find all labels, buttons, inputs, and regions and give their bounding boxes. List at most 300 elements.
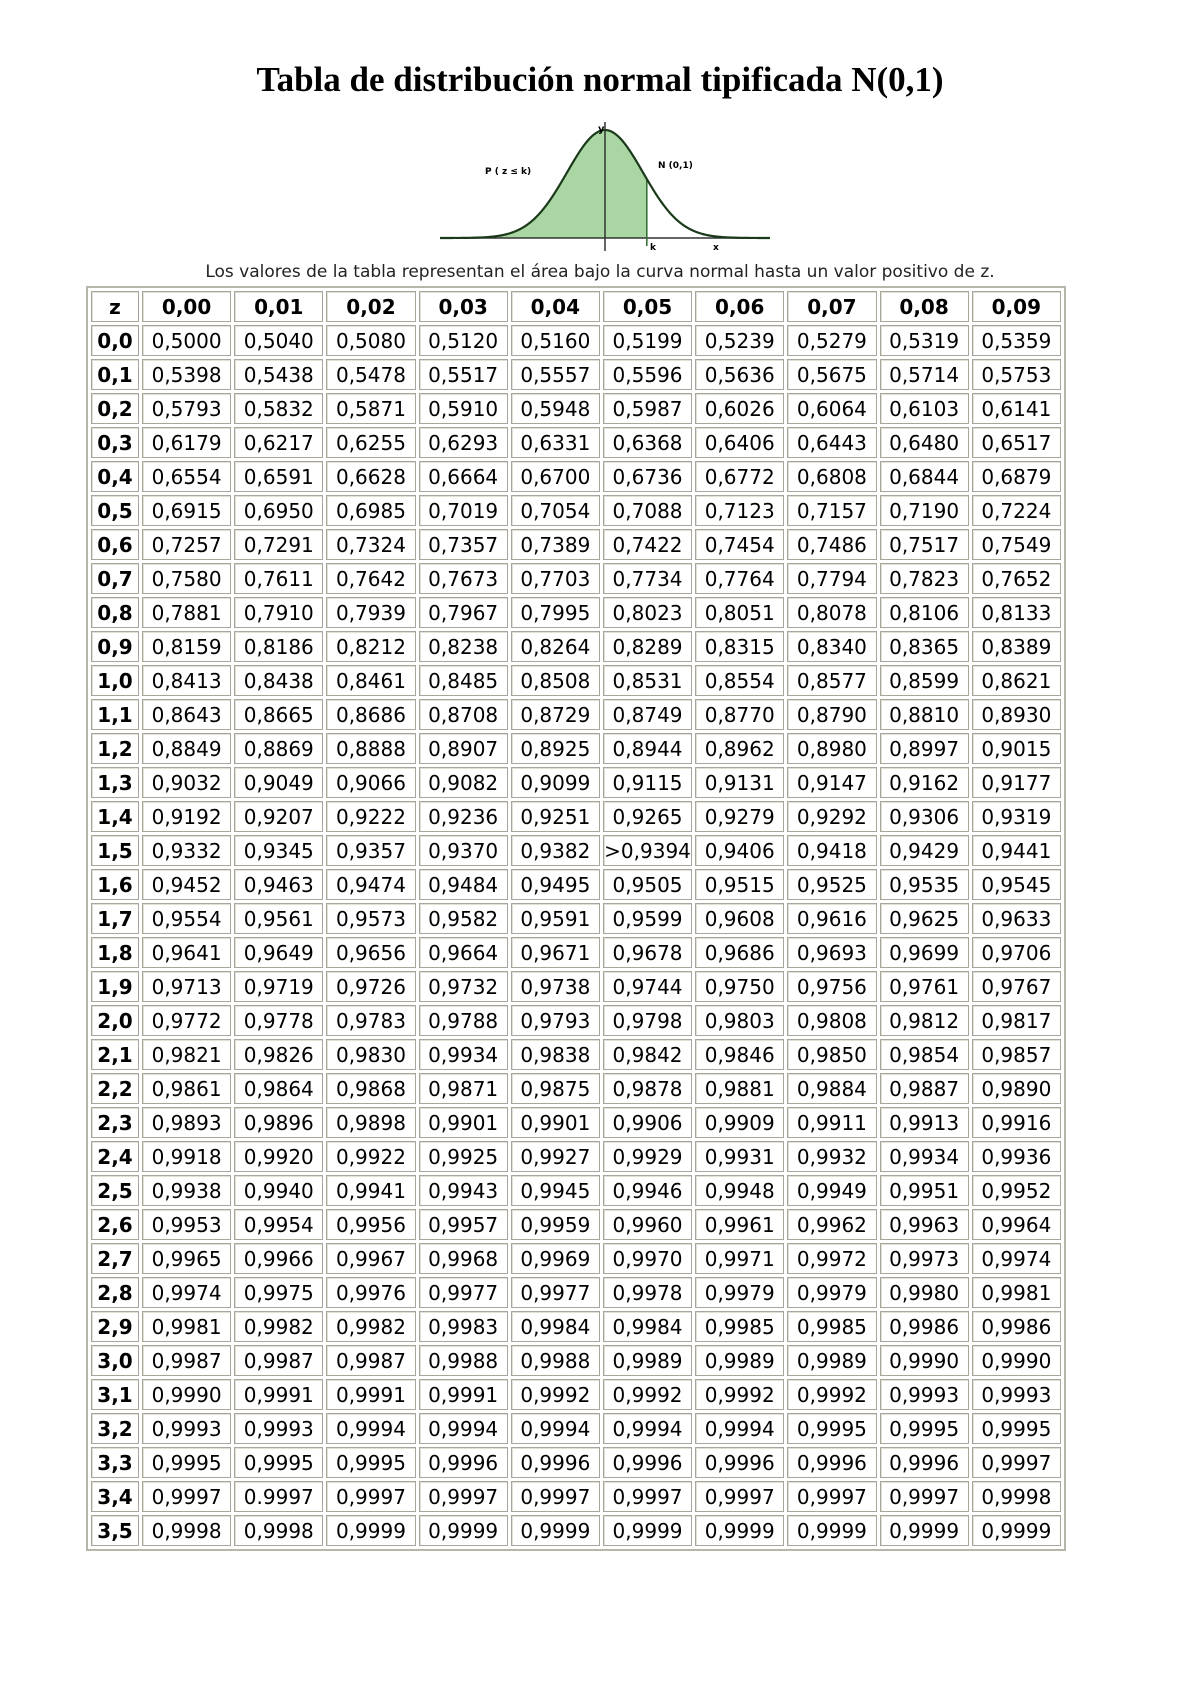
probability-cell: 0,9279 xyxy=(695,801,784,832)
probability-cell: 0,8749 xyxy=(603,699,692,730)
probability-cell: 0,9996 xyxy=(419,1447,508,1478)
probability-cell: 0,9441 xyxy=(972,835,1061,866)
probability-cell: 0,9922 xyxy=(326,1141,415,1172)
probability-cell: 0,9970 xyxy=(603,1243,692,1274)
normal-curve-diagram xyxy=(440,116,770,266)
probability-cell: 0,9738 xyxy=(511,971,600,1002)
probability-cell: 0,7967 xyxy=(419,597,508,628)
probability-cell: 0,9994 xyxy=(511,1413,600,1444)
probability-cell: 0,9641 xyxy=(142,937,231,968)
table-row xyxy=(91,1413,1061,1444)
probability-cell: 0,9535 xyxy=(880,869,969,900)
probability-cell: 0,9962 xyxy=(787,1209,876,1240)
probability-cell: 0,9826 xyxy=(234,1039,323,1070)
probability-cell: 0,9890 xyxy=(972,1073,1061,1104)
probability-cell: 0,5987 xyxy=(603,393,692,424)
probability-cell: 0,6664 xyxy=(419,461,508,492)
table-row xyxy=(91,1379,1061,1410)
probability-cell: 0,9515 xyxy=(695,869,784,900)
probability-cell: 0,9918 xyxy=(142,1141,231,1172)
probability-cell: 0,9988 xyxy=(419,1345,508,1376)
probability-cell: 0,8159 xyxy=(142,631,231,662)
probability-cell: >0,9394 xyxy=(603,835,692,866)
probability-cell: 0,9177 xyxy=(972,767,1061,798)
probability-cell: 0,6950 xyxy=(234,495,323,526)
probability-cell: 0,9916 xyxy=(972,1107,1061,1138)
probability-cell: 0,7123 xyxy=(695,495,784,526)
probability-cell: 0,8925 xyxy=(511,733,600,764)
probability-cell: 0,9991 xyxy=(419,1379,508,1410)
probability-cell: 0,9991 xyxy=(326,1379,415,1410)
probability-cell: 0,9977 xyxy=(419,1277,508,1308)
probability-cell: 0,7324 xyxy=(326,529,415,560)
probability-cell: 0,9812 xyxy=(880,1005,969,1036)
probability-cell: 0,8930 xyxy=(972,699,1061,730)
probability-cell: 0,7703 xyxy=(511,563,600,594)
probability-cell: 0,6517 xyxy=(972,427,1061,458)
probability-cell: 0,9951 xyxy=(880,1175,969,1206)
probability-cell: 0,9999 xyxy=(326,1515,415,1546)
probability-cell: 0,8289 xyxy=(603,631,692,662)
probability-cell: 0,9909 xyxy=(695,1107,784,1138)
probability-cell: 0,6915 xyxy=(142,495,231,526)
probability-cell: 0,7881 xyxy=(142,597,231,628)
probability-cell: 0,8770 xyxy=(695,699,784,730)
probability-cell: 0,9997 xyxy=(511,1481,600,1512)
table-row xyxy=(91,495,1061,526)
probability-cell: 0,6554 xyxy=(142,461,231,492)
probability-cell: 0,8907 xyxy=(419,733,508,764)
probability-cell: 0,7910 xyxy=(234,597,323,628)
probability-cell: 0,8051 xyxy=(695,597,784,628)
header-col: 0,07 xyxy=(787,291,876,322)
table-row xyxy=(91,1311,1061,1342)
probability-cell: 0,9995 xyxy=(880,1413,969,1444)
probability-cell: 0,9990 xyxy=(972,1345,1061,1376)
z-value-cell: 1,8 xyxy=(91,937,139,968)
probability-cell: 0,9821 xyxy=(142,1039,231,1070)
probability-cell: 0,8686 xyxy=(326,699,415,730)
probability-cell: 0,5557 xyxy=(511,359,600,390)
probability-cell: 0,9945 xyxy=(511,1175,600,1206)
table-row xyxy=(91,835,1061,866)
header-row xyxy=(91,291,1061,322)
z-value-cell: 0,4 xyxy=(91,461,139,492)
probability-cell: 0,9956 xyxy=(326,1209,415,1240)
probability-cell: 0,9998 xyxy=(142,1515,231,1546)
z-value-cell: 1,9 xyxy=(91,971,139,1002)
probability-cell: 0,9965 xyxy=(142,1243,231,1274)
probability-cell: 0,6700 xyxy=(511,461,600,492)
header-col: 0,04 xyxy=(511,291,600,322)
probability-cell: 0,7054 xyxy=(511,495,600,526)
probability-cell: 0,9984 xyxy=(511,1311,600,1342)
probability-cell: 0,9893 xyxy=(142,1107,231,1138)
probability-cell: 0,9999 xyxy=(972,1515,1061,1546)
probability-cell: 0,9913 xyxy=(880,1107,969,1138)
probability-cell: 0,9948 xyxy=(695,1175,784,1206)
probability-cell: 0,7422 xyxy=(603,529,692,560)
probability-cell: 0,6736 xyxy=(603,461,692,492)
z-table xyxy=(88,288,1064,1549)
probability-cell: 0,9990 xyxy=(880,1345,969,1376)
probability-cell: 0,9929 xyxy=(603,1141,692,1172)
probability-cell: 0,9993 xyxy=(880,1379,969,1410)
probability-cell: 0,5596 xyxy=(603,359,692,390)
probability-cell: 0,9989 xyxy=(695,1345,784,1376)
probability-cell: 0,5753 xyxy=(972,359,1061,390)
probability-cell: 0,9979 xyxy=(695,1277,784,1308)
probability-cell: 0,9963 xyxy=(880,1209,969,1240)
probability-cell: 0,9292 xyxy=(787,801,876,832)
probability-cell: 0,9115 xyxy=(603,767,692,798)
probability-cell: 0,9983 xyxy=(419,1311,508,1342)
probability-cell: 0,9896 xyxy=(234,1107,323,1138)
z-value-cell: 0,8 xyxy=(91,597,139,628)
table-row xyxy=(91,1277,1061,1308)
z-value-cell: 2,2 xyxy=(91,1073,139,1104)
probability-cell: 0,5675 xyxy=(787,359,876,390)
probability-cell: 0,9989 xyxy=(787,1345,876,1376)
probability-cell: 0,9985 xyxy=(787,1311,876,1342)
probability-cell: 0,9793 xyxy=(511,1005,600,1036)
probability-cell: 0,9066 xyxy=(326,767,415,798)
probability-cell: 0,7486 xyxy=(787,529,876,560)
z-value-cell: 2,6 xyxy=(91,1209,139,1240)
probability-cell: 0,7019 xyxy=(419,495,508,526)
probability-cell: 0,6406 xyxy=(695,427,784,458)
probability-cell: 0,5398 xyxy=(142,359,231,390)
probability-cell: 0,9236 xyxy=(419,801,508,832)
z-value-cell: 0,5 xyxy=(91,495,139,526)
probability-cell: 0,8238 xyxy=(419,631,508,662)
probability-cell: 0,9898 xyxy=(326,1107,415,1138)
probability-cell: 0,7257 xyxy=(142,529,231,560)
probability-cell: 0,8106 xyxy=(880,597,969,628)
probability-cell: 0,9996 xyxy=(695,1447,784,1478)
probability-cell: 0,9649 xyxy=(234,937,323,968)
probability-cell: 0,9772 xyxy=(142,1005,231,1036)
probability-cell: 0,5871 xyxy=(326,393,415,424)
probability-cell: 0,9808 xyxy=(787,1005,876,1036)
probability-cell: 0,9418 xyxy=(787,835,876,866)
header-col: 0,02 xyxy=(326,291,415,322)
probability-cell: 0,9992 xyxy=(603,1379,692,1410)
probability-cell: 0,9608 xyxy=(695,903,784,934)
probability-cell: 0,8365 xyxy=(880,631,969,662)
probability-cell: 0,9854 xyxy=(880,1039,969,1070)
z-value-cell: 2,3 xyxy=(91,1107,139,1138)
probability-cell: 0,9993 xyxy=(234,1413,323,1444)
table-row xyxy=(91,937,1061,968)
probability-cell: 0,9976 xyxy=(326,1277,415,1308)
probability-cell: 0,9981 xyxy=(972,1277,1061,1308)
probability-cell: 0,8389 xyxy=(972,631,1061,662)
probability-cell: 0,9265 xyxy=(603,801,692,832)
z-value-cell: 1,2 xyxy=(91,733,139,764)
z-value-cell: 2,4 xyxy=(91,1141,139,1172)
probability-cell: 0,9693 xyxy=(787,937,876,968)
probability-cell: 0,5714 xyxy=(880,359,969,390)
probability-cell: 0,8665 xyxy=(234,699,323,730)
z-value-cell: 3,5 xyxy=(91,1515,139,1546)
probability-cell: 0,9995 xyxy=(234,1447,323,1478)
table-row xyxy=(91,767,1061,798)
probability-cell: 0,8577 xyxy=(787,665,876,696)
page-title: Tabla de distribución normal tipificada N(0,1) xyxy=(256,60,944,99)
probability-cell: 0,9975 xyxy=(234,1277,323,1308)
table-row xyxy=(91,427,1061,458)
probability-cell: 0,9881 xyxy=(695,1073,784,1104)
probability-cell: 0,9925 xyxy=(419,1141,508,1172)
probability-cell: 0,9997 xyxy=(972,1447,1061,1478)
probability-cell: 0,7190 xyxy=(880,495,969,526)
probability-cell: 0,9678 xyxy=(603,937,692,968)
z-table-body xyxy=(91,325,1061,1546)
probability-cell: 0,9968 xyxy=(419,1243,508,1274)
probability-cell: 0,5040 xyxy=(234,325,323,356)
probability-cell: 0,9986 xyxy=(972,1311,1061,1342)
probability-cell: 0,9998 xyxy=(234,1515,323,1546)
probability-cell: 0,9954 xyxy=(234,1209,323,1240)
distribution-label: N (0,1) xyxy=(658,161,693,171)
probability-cell: 0,9920 xyxy=(234,1141,323,1172)
table-row xyxy=(91,461,1061,492)
probability-cell: 0,9345 xyxy=(234,835,323,866)
probability-cell: 0,8186 xyxy=(234,631,323,662)
probability-cell: 0,9750 xyxy=(695,971,784,1002)
probability-cell: 0,9991 xyxy=(234,1379,323,1410)
probability-cell: 0,5239 xyxy=(695,325,784,356)
probability-cell: 0,7652 xyxy=(972,563,1061,594)
probability-cell: 0,9985 xyxy=(695,1311,784,1342)
probability-cell: 0,8554 xyxy=(695,665,784,696)
probability-cell: 0,7611 xyxy=(234,563,323,594)
probability-cell: 0,9927 xyxy=(511,1141,600,1172)
probability-cell: 0,9994 xyxy=(603,1413,692,1444)
probability-cell: 0,9995 xyxy=(787,1413,876,1444)
probability-cell: 0,5910 xyxy=(419,393,508,424)
table-row xyxy=(91,903,1061,934)
probability-cell: 0,6480 xyxy=(880,427,969,458)
probability-cell: 0,8485 xyxy=(419,665,508,696)
table-row xyxy=(91,1481,1061,1512)
probability-cell: 0,9996 xyxy=(603,1447,692,1478)
normal-curve-figure xyxy=(440,116,770,266)
probability-cell: 0,9713 xyxy=(142,971,231,1002)
probability-cell: 0,9015 xyxy=(972,733,1061,764)
z-value-cell: 0,6 xyxy=(91,529,139,560)
probability-cell: 0,9573 xyxy=(326,903,415,934)
probability-cell: 0,9901 xyxy=(511,1107,600,1138)
table-row xyxy=(91,631,1061,662)
probability-cell: 0,9452 xyxy=(142,869,231,900)
probability-cell: 0,9977 xyxy=(511,1277,600,1308)
probability-cell: 0,9967 xyxy=(326,1243,415,1274)
table-row xyxy=(91,869,1061,900)
probability-cell: 0,5319 xyxy=(880,325,969,356)
z-table-header xyxy=(91,291,1061,322)
probability-cell: 0,9463 xyxy=(234,869,323,900)
probability-cell: 0,9561 xyxy=(234,903,323,934)
z-value-cell: 0,9 xyxy=(91,631,139,662)
probability-cell: 0,9032 xyxy=(142,767,231,798)
probability-cell: 0,9979 xyxy=(787,1277,876,1308)
probability-cell: 0,9936 xyxy=(972,1141,1061,1172)
probability-cell: 0,9664 xyxy=(419,937,508,968)
probability-cell: 0,8790 xyxy=(787,699,876,730)
probability-cell: 0,7580 xyxy=(142,563,231,594)
table-row xyxy=(91,597,1061,628)
probability-cell: 0,9625 xyxy=(880,903,969,934)
probability-cell: 0,9972 xyxy=(787,1243,876,1274)
probability-cell: 0,9798 xyxy=(603,1005,692,1036)
probability-cell: 0,9990 xyxy=(142,1379,231,1410)
table-row xyxy=(91,359,1061,390)
probability-cell: 0,7389 xyxy=(511,529,600,560)
probability-cell: 0,9251 xyxy=(511,801,600,832)
probability-cell: 0,9997 xyxy=(142,1481,231,1512)
probability-cell: 0,7549 xyxy=(972,529,1061,560)
probability-cell: 0,6217 xyxy=(234,427,323,458)
probability-cell: 0,9982 xyxy=(234,1311,323,1342)
probability-cell: 0,9978 xyxy=(603,1277,692,1308)
probability-cell: 0,7088 xyxy=(603,495,692,526)
probability-cell: 0,9997 xyxy=(695,1481,784,1512)
z-value-cell: 2,1 xyxy=(91,1039,139,1070)
header-z: z xyxy=(91,291,139,322)
probability-cell: 0,8997 xyxy=(880,733,969,764)
probability-cell: 0,9941 xyxy=(326,1175,415,1206)
probability-cell: 0,9706 xyxy=(972,937,1061,968)
table-row xyxy=(91,1345,1061,1376)
probability-cell: 0,9878 xyxy=(603,1073,692,1104)
probability-cell: 0,7642 xyxy=(326,563,415,594)
probability-cell: 0,9857 xyxy=(972,1039,1061,1070)
probability-cell: 0,8729 xyxy=(511,699,600,730)
probability-cell: 0,8340 xyxy=(787,631,876,662)
probability-cell: 0,8980 xyxy=(787,733,876,764)
probability-cell: 0,9999 xyxy=(511,1515,600,1546)
probability-cell: 0,7357 xyxy=(419,529,508,560)
probability-cell: 0,9803 xyxy=(695,1005,784,1036)
shaded-area xyxy=(440,130,647,238)
table-row xyxy=(91,665,1061,696)
probability-cell: 0,9987 xyxy=(234,1345,323,1376)
probability-cell: 0,9591 xyxy=(511,903,600,934)
probability-cell: 0,9633 xyxy=(972,903,1061,934)
z-value-cell: 0,2 xyxy=(91,393,139,424)
probability-cell: 0,9838 xyxy=(511,1039,600,1070)
probability-cell: 0,9992 xyxy=(695,1379,784,1410)
probability-cell: 0,9875 xyxy=(511,1073,600,1104)
probability-cell: 0,6368 xyxy=(603,427,692,458)
probability-cell: 0,9686 xyxy=(695,937,784,968)
probability-cell: 0,9995 xyxy=(142,1447,231,1478)
probability-label: P ( z ≤ k) xyxy=(485,167,532,177)
probability-cell: 0,9726 xyxy=(326,971,415,1002)
probability-cell: 0,9850 xyxy=(787,1039,876,1070)
header-col: 0,03 xyxy=(419,291,508,322)
probability-cell: 0,9997 xyxy=(787,1481,876,1512)
probability-cell: 0,8621 xyxy=(972,665,1061,696)
probability-cell: 0,6293 xyxy=(419,427,508,458)
probability-cell: 0,5832 xyxy=(234,393,323,424)
probability-cell: 0,8708 xyxy=(419,699,508,730)
header-col: 0,01 xyxy=(234,291,323,322)
z-value-cell: 1,0 xyxy=(91,665,139,696)
probability-cell: 0,9992 xyxy=(787,1379,876,1410)
probability-cell: 0,6844 xyxy=(880,461,969,492)
probability-cell: 0,9995 xyxy=(326,1447,415,1478)
probability-cell: 0,8264 xyxy=(511,631,600,662)
probability-cell: 0,9996 xyxy=(511,1447,600,1478)
probability-cell: 0,9744 xyxy=(603,971,692,1002)
probability-cell: 0,5080 xyxy=(326,325,415,356)
probability-cell: 0,9987 xyxy=(326,1345,415,1376)
probability-cell: 0,6331 xyxy=(511,427,600,458)
probability-cell: 0,5279 xyxy=(787,325,876,356)
probability-cell: 0,5160 xyxy=(511,325,600,356)
probability-cell: 0,9997 xyxy=(603,1481,692,1512)
z-value-cell: 2,9 xyxy=(91,1311,139,1342)
probability-cell: 0,9980 xyxy=(880,1277,969,1308)
x-axis-label: x xyxy=(713,243,719,253)
probability-cell: 0,9999 xyxy=(880,1515,969,1546)
table-row xyxy=(91,393,1061,424)
probability-cell: 0,9319 xyxy=(972,801,1061,832)
probability-cell: 0,9842 xyxy=(603,1039,692,1070)
probability-cell: 0,8869 xyxy=(234,733,323,764)
table-row xyxy=(91,563,1061,594)
probability-cell: 0,6255 xyxy=(326,427,415,458)
probability-cell: 0,9938 xyxy=(142,1175,231,1206)
probability-cell: 0,9994 xyxy=(419,1413,508,1444)
probability-cell: 0,9993 xyxy=(972,1379,1061,1410)
probability-cell: 0,9988 xyxy=(511,1345,600,1376)
probability-cell: 0,9953 xyxy=(142,1209,231,1240)
probability-cell: 0,9989 xyxy=(603,1345,692,1376)
probability-cell: 0,9959 xyxy=(511,1209,600,1240)
probability-cell: 0,9887 xyxy=(880,1073,969,1104)
probability-cell: 0,9997 xyxy=(880,1481,969,1512)
table-row xyxy=(91,1243,1061,1274)
probability-cell: 0,9756 xyxy=(787,971,876,1002)
probability-cell: 0,9761 xyxy=(880,971,969,1002)
probability-cell: 0,9788 xyxy=(419,1005,508,1036)
probability-cell: 0,7454 xyxy=(695,529,784,560)
probability-cell: 0,8078 xyxy=(787,597,876,628)
probability-cell: 0,5948 xyxy=(511,393,600,424)
probability-cell: 0,9974 xyxy=(972,1243,1061,1274)
table-row xyxy=(91,1141,1061,1172)
probability-cell: 0,9952 xyxy=(972,1175,1061,1206)
probability-cell: 0,9996 xyxy=(787,1447,876,1478)
probability-cell: 0,9997 xyxy=(419,1481,508,1512)
probability-cell: 0,7995 xyxy=(511,597,600,628)
table-row xyxy=(91,1073,1061,1104)
probability-cell: 0,7939 xyxy=(326,597,415,628)
probability-cell: 0,7734 xyxy=(603,563,692,594)
table-row xyxy=(91,325,1061,356)
probability-cell: 0,9901 xyxy=(419,1107,508,1138)
header-col: 0,05 xyxy=(603,291,692,322)
probability-cell: 0,9162 xyxy=(880,767,969,798)
table-row xyxy=(91,801,1061,832)
probability-cell: 0,7224 xyxy=(972,495,1061,526)
probability-cell: 0,5478 xyxy=(326,359,415,390)
probability-cell: 0,9306 xyxy=(880,801,969,832)
